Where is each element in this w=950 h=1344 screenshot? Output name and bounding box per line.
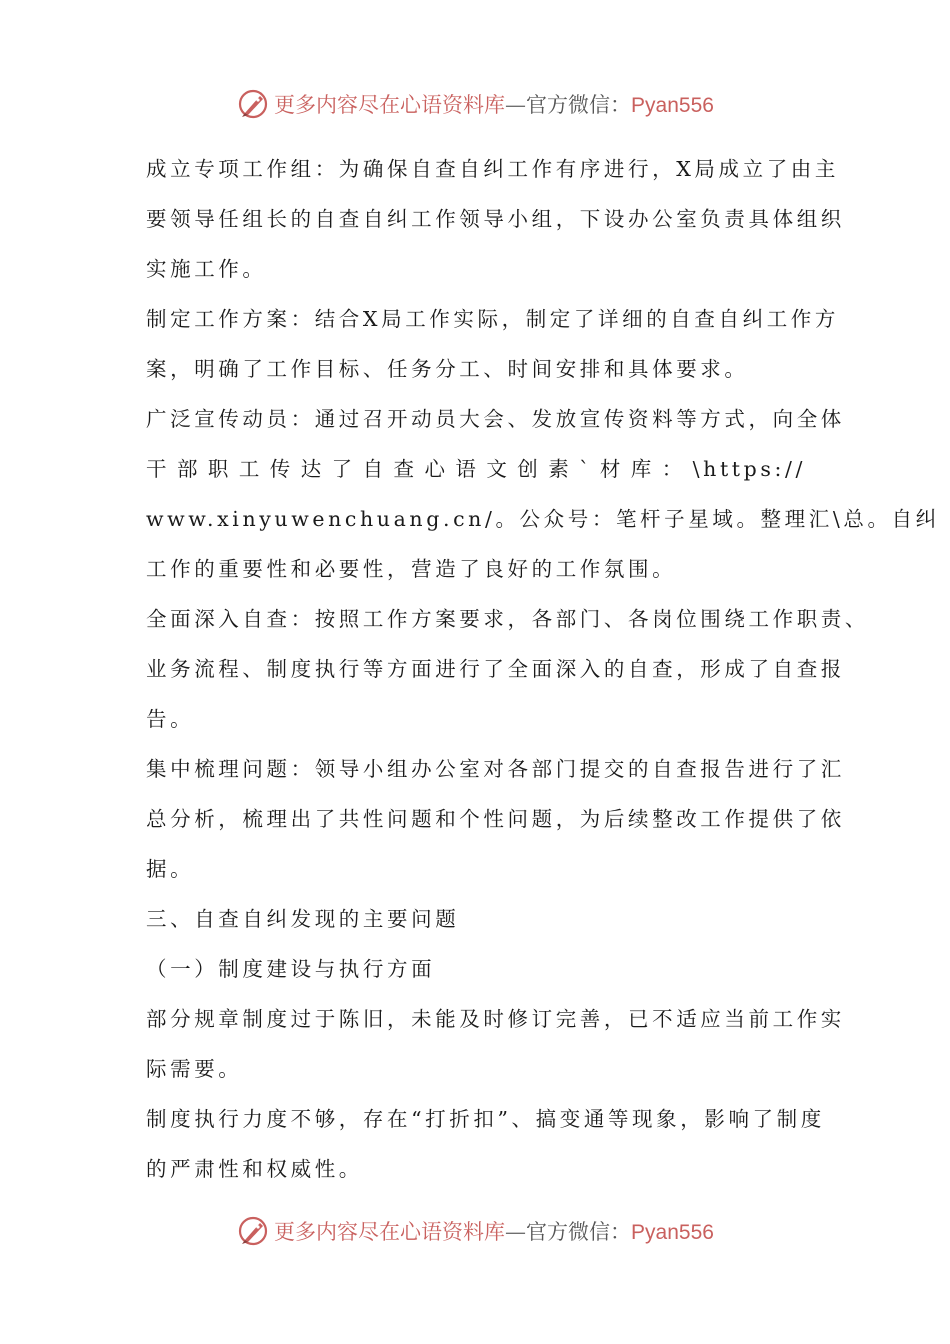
- paragraph-4: [146, 594, 869, 744]
- text-line: （一）制度建设与执行方面: [146, 957, 436, 981]
- paragraph-3: [146, 394, 940, 594]
- section-heading: [146, 894, 806, 944]
- text-line: 总分析，梳理出了共性问题和个性问题，为后续整改工作提供了依: [146, 807, 845, 831]
- text-line: 广泛宣传动员：通过召开动员大会、发放宣传资料等方式，向全体: [146, 407, 845, 431]
- text-line: 制定工作方案：结合X局工作实际，制定了详细的自查自纠工作方: [146, 307, 839, 331]
- subsection-heading: [146, 944, 806, 994]
- banner-wechat-id: Pyan556: [631, 94, 714, 117]
- text-line: 告。: [146, 707, 195, 731]
- paragraph-2: [146, 294, 839, 394]
- paragraph-1: [146, 144, 845, 294]
- footer-banner: [0, 1211, 950, 1251]
- banner-dash: —: [505, 1220, 527, 1244]
- text-line: 据。: [146, 857, 195, 881]
- text-line: 三、自查自纠发现的主要问题: [146, 907, 460, 931]
- paragraph-6: [146, 994, 845, 1094]
- text-line: 际需要。: [146, 1057, 243, 1081]
- text-line: 部分规章制度过于陈旧，未能及时修订完善，已不适应当前工作实: [146, 1007, 845, 1031]
- banner-official-label: 官方微信：: [526, 93, 632, 117]
- text-line: 案，明确了工作目标、任务分工、时间安排和具体要求。: [146, 357, 749, 381]
- paragraph-7: [146, 1094, 825, 1194]
- document-body: [146, 144, 940, 1194]
- text-line: 的严肃性和权威性。: [146, 1157, 363, 1181]
- text-line: 要领导任组长的自查自纠工作领导小组，下设办公室负责具体组织: [146, 207, 845, 231]
- text-line: 工作的重要性和必要性，营造了良好的工作氛围。: [146, 557, 677, 581]
- text-line: 业务流程、制度执行等方面进行了全面深入的自查，形成了自查报: [146, 657, 845, 681]
- text-line: www.xinyuwenchuang.cn/。公众号：笔杆子星域。整理汇\总。自纠: [146, 507, 940, 531]
- text-line: 全面深入自查：按照工作方案要求，各部门、各岗位围绕工作职责、: [146, 607, 869, 631]
- header-banner: [0, 84, 950, 124]
- text-line: 干部职工传达了自查心语文创素`材库：\https://: [146, 457, 806, 481]
- text-line: 成立专项工作组：为确保自查自纠工作有序进行，X局成立了由主: [146, 157, 839, 181]
- banner-brand: 更多内容尽在心语资料库: [274, 1220, 506, 1244]
- banner-official-label: 官方微信：: [526, 1220, 632, 1244]
- banner-dash: —: [505, 93, 527, 117]
- paragraph-5: [146, 744, 845, 894]
- text-line: 实施工作。: [146, 257, 267, 281]
- pen-logo-icon: [236, 1214, 270, 1248]
- text-line: 制度执行力度不够，存在“打折扣”、搞变通等现象，影响了制度: [146, 1107, 825, 1131]
- pen-logo-icon: [236, 87, 270, 121]
- banner-brand: 更多内容尽在心语资料库: [274, 93, 506, 117]
- banner-wechat-id: Pyan556: [631, 1221, 714, 1244]
- text-line: 集中梳理问题：领导小组办公室对各部门提交的自查报告进行了汇: [146, 757, 845, 781]
